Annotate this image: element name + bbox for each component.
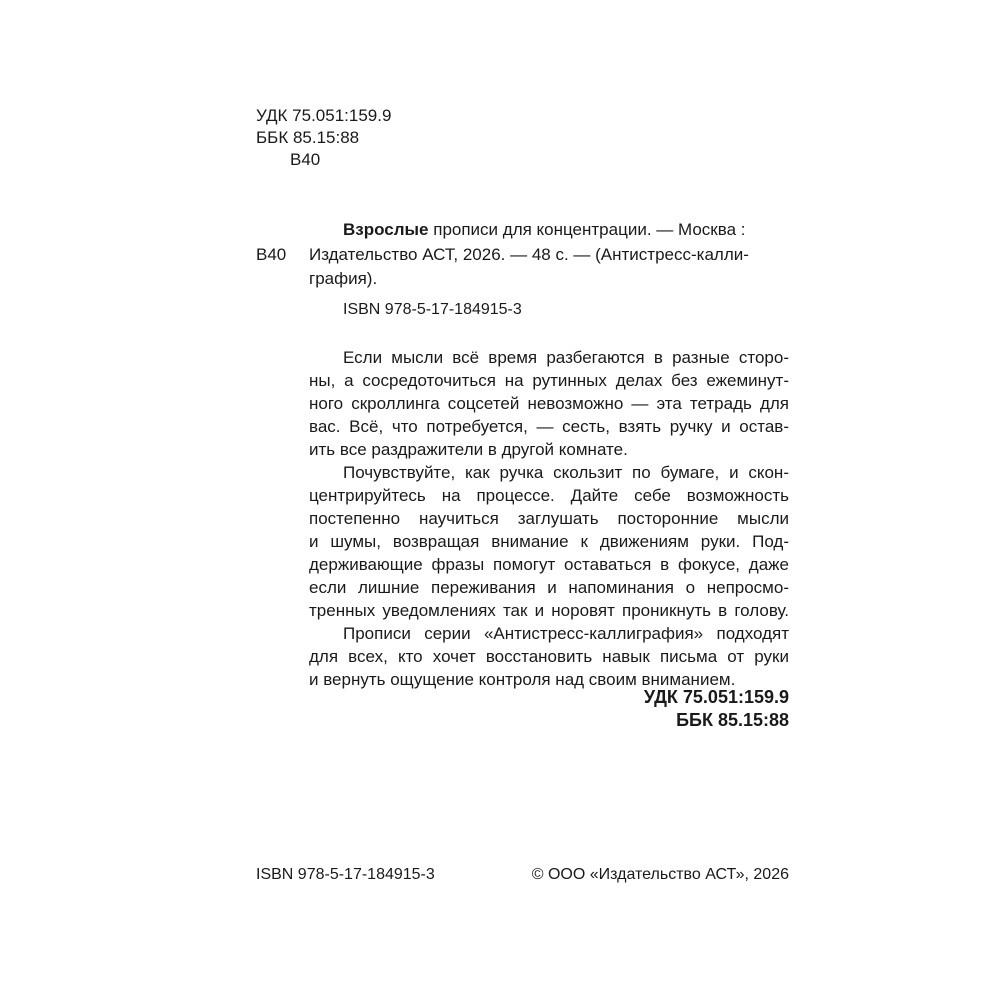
annotation-line: Если мысли всё время разбегаются в разные сторо- <box>343 348 789 367</box>
footer-copyright: © ООО «Издательство АСТ», 2026 <box>531 866 789 883</box>
annotation-line: ить все раздражители в другой комнате. <box>309 440 628 459</box>
annotation-line: Почувствуйте, как ручка скользит по бумаге, и скон- <box>343 463 789 482</box>
bbk-code: ББК 85.15:88 <box>256 128 360 147</box>
annotation-line: тренных уведомлениях так и норовят проникнуть в голову. <box>309 601 789 620</box>
annotation-line: постепенно научиться заглушать посторонние мысли <box>309 509 789 528</box>
catalog-author-mark: В40 <box>256 245 287 264</box>
footer-isbn: ISBN 978-5-17-184915-3 <box>256 866 435 883</box>
annotation-line: для всех, кто хочет восстановить навык письма от руки <box>309 647 789 666</box>
annotation-line: вас. Всё, что потребуется, — сесть, взять ручку и остав- <box>309 417 789 436</box>
author-mark: В40 <box>290 150 321 169</box>
udk-code-bottom: УДК 75.051:159.9 <box>643 687 789 707</box>
annotation-line: и вернуть ощущение контроля над своим вниманием. <box>309 670 736 689</box>
bbk-code-bottom: ББК 85.15:88 <box>676 710 789 730</box>
udk-code: УДК 75.051:159.9 <box>256 106 392 125</box>
annotation-line: ного скроллинга соцсетей невозможно — эта тетрадь для <box>309 394 789 413</box>
annotation-line: и шумы, возвращая внимание к движениям руки. Под- <box>309 532 789 551</box>
catalog-series-line: графия). <box>309 269 378 288</box>
annotation-line: ны, а сосредоточиться на рутинных делах без ежеминут- <box>309 371 789 390</box>
catalog-isbn: ISBN 978-5-17-184915-3 <box>343 301 522 318</box>
catalog-publisher-line: Издательство АСТ, 2026. — 48 с. — (Антистресс-калли- <box>309 245 749 264</box>
catalog-title-line <box>343 219 745 241</box>
catalog-title-rest: прописи для концентрации. — Москва : <box>433 220 746 239</box>
annotation-line: держивающие фразы помогут оставаться в фокусе, даже <box>309 555 789 574</box>
annotation-line: центрируйтесь на процессе. Дайте себе возможность <box>309 486 789 505</box>
annotation-line: если лишние переживания и напоминания о непросмо- <box>309 578 789 597</box>
catalog-title-bold: Взрослые <box>343 220 429 239</box>
annotation-line: Прописи серии «Антистресс-каллиграфия» подходят <box>343 624 789 643</box>
